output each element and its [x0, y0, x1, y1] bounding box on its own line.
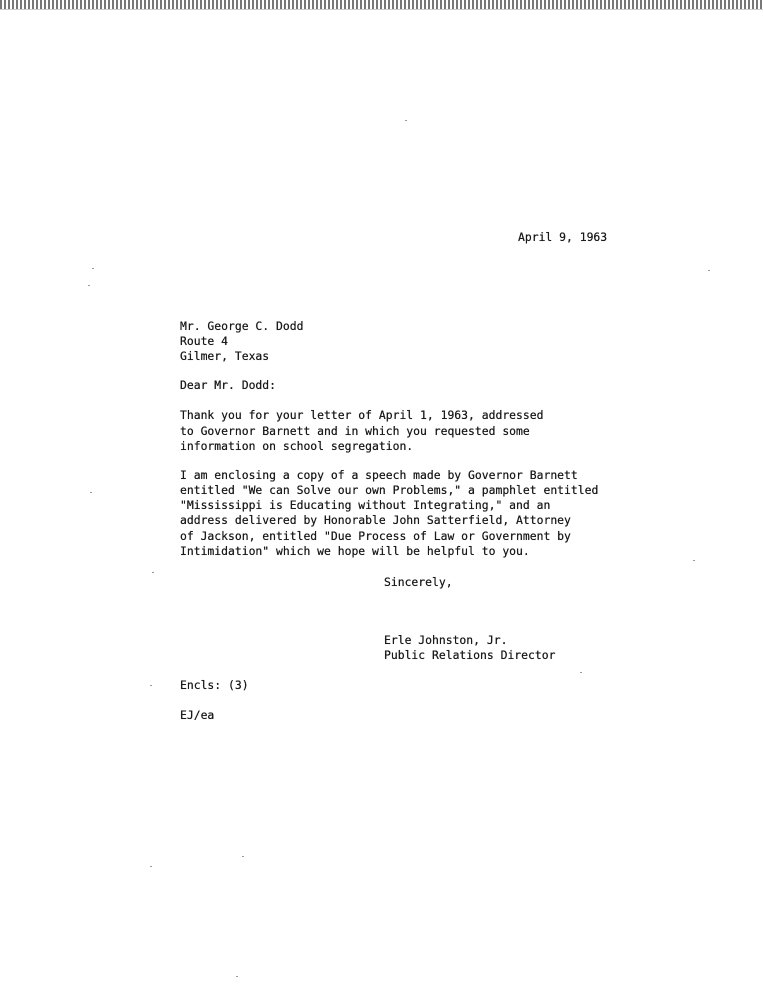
recipient-street: Route 4 [180, 334, 229, 348]
scan-speck [242, 856, 244, 857]
paragraph-2-line: entitled "We can Solve our own Problems," a pamphlet entitled [180, 483, 599, 497]
scan-speck [236, 976, 238, 977]
signer-title: Public Relations Director [384, 648, 556, 662]
scan-speck [693, 560, 695, 561]
paragraph-2-line: "Mississippi is Educating without Integrating," and an [180, 498, 551, 512]
scan-speck [405, 120, 407, 121]
enclosures-note: Encls: (3) [180, 678, 249, 692]
typist-initials: EJ/ea [180, 708, 215, 722]
paragraph-1-line: information on school segregation. [180, 439, 414, 453]
paragraph-1-line: Thank you for your letter of April 1, 1963, addressed [180, 408, 544, 422]
scan-speck [580, 672, 582, 673]
paragraph-1-line: to Governor Barnett and in which you requested some [180, 424, 530, 438]
scan-speck [708, 270, 710, 271]
signer-name: Erle Johnston, Jr. [384, 633, 508, 647]
paragraph-2-line: Intimidation" which we hope will be helpful to you. [180, 544, 530, 558]
scan-speck [150, 685, 152, 686]
letter-date: April 9, 1963 [518, 230, 608, 244]
scan-speck [90, 492, 92, 493]
scan-speck [92, 268, 94, 269]
recipient-name: Mr. George C. Dodd [180, 319, 304, 333]
recipient-city: Gilmer, Texas [180, 349, 270, 363]
paragraph-2-line: I am enclosing a copy of a speech made by Governor Barnett [180, 468, 578, 482]
scanned-page-top-edge [0, 0, 763, 10]
salutation: Dear Mr. Dodd: [180, 378, 277, 392]
scan-speck [150, 866, 152, 867]
closing: Sincerely, [384, 575, 453, 589]
scan-speck [152, 572, 154, 573]
scan-speck [88, 285, 90, 286]
paragraph-2-line: address delivered by Honorable John Satterfield, Attorney [180, 513, 571, 527]
paragraph-2-line: of Jackson, entitled "Due Process of Law or Government by [180, 529, 571, 543]
